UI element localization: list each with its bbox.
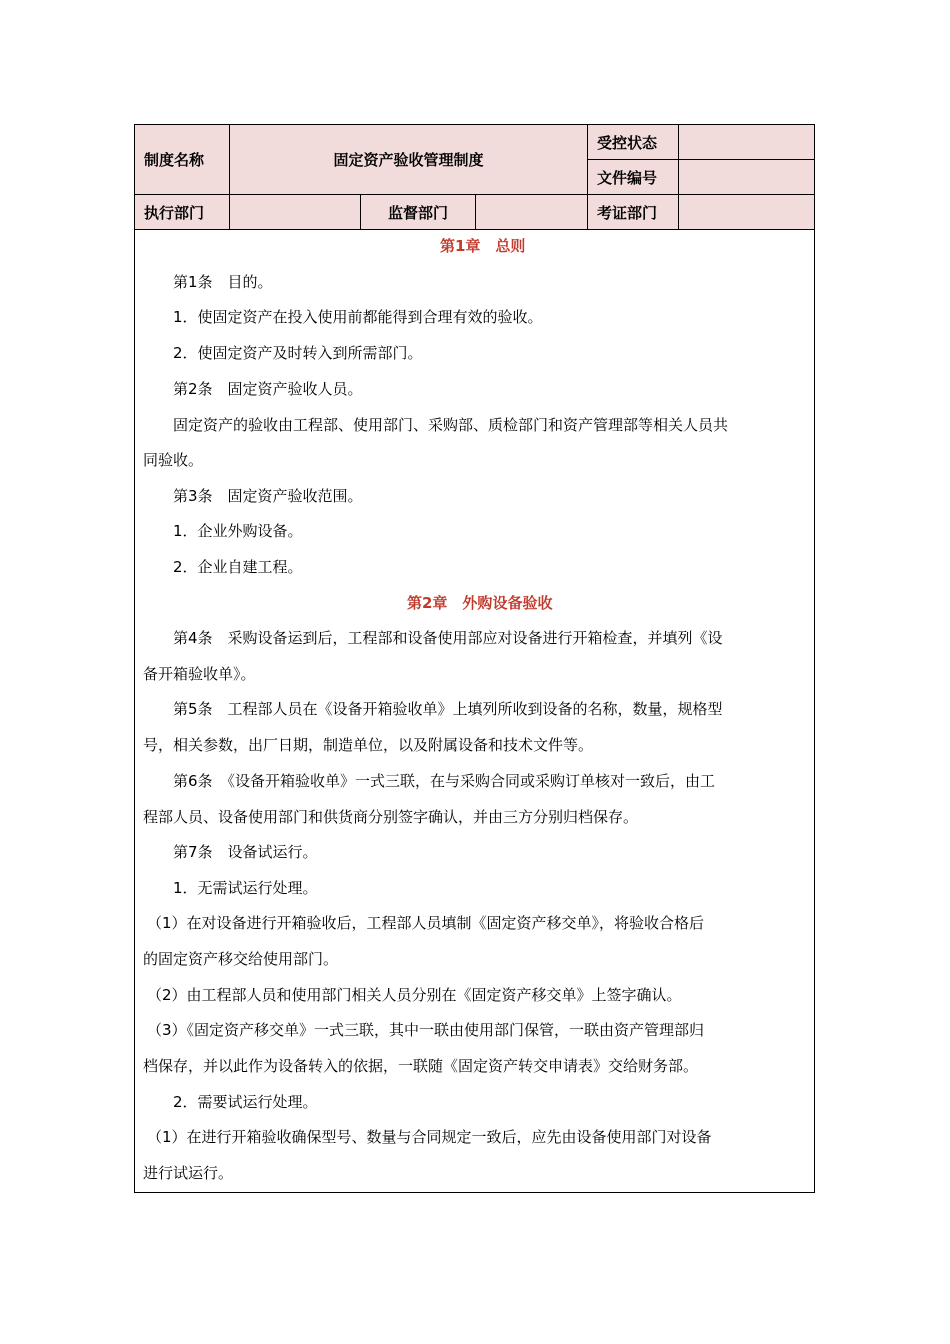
paragraph: 同验收。 <box>143 451 204 469</box>
exec-dept-value <box>230 195 361 230</box>
article-5: 第5条 工程部人员在《设备开箱验收单》上填列所收到设备的名称，数量，规格型 <box>173 700 723 718</box>
paragraph: 程部人员、设备使用部门和供货商分别签字确认，并由三方分别归档保存。 <box>143 808 639 826</box>
control-status-value <box>679 125 814 160</box>
audit-dept-value <box>679 195 814 230</box>
supervise-dept-label: 监督部门 <box>361 195 476 230</box>
control-status-label: 受控状态 <box>588 125 679 160</box>
article-7: 第7条 设备试运行。 <box>173 843 318 861</box>
article-3: 第3条 固定资产验收范围。 <box>173 487 363 505</box>
paragraph: （1）在对设备进行开箱验收后，工程部人员填制《固定资产移交单》，将验收合格后 <box>147 914 705 932</box>
paragraph: 2．需要试运行处理。 <box>173 1093 318 1111</box>
chapter-2-title: 第2章 外购设备验收 <box>407 594 553 612</box>
paragraph: 2．使固定资产及时转入到所需部门。 <box>173 344 423 362</box>
paragraph: （3）《固定资产移交单》一式三联，其中一联由使用部门保管，一联由资产管理部归 <box>147 1021 705 1039</box>
audit-dept-label: 考证部门 <box>588 195 679 230</box>
header-table <box>135 125 814 230</box>
supervise-dept-value <box>476 195 588 230</box>
doc-number-value <box>679 160 814 195</box>
article-6: 第6条 《设备开箱验收单》一式三联，在与采购合同或采购订单核对一致后，由工 <box>173 772 716 790</box>
paragraph: 的固定资产移交给使用部门。 <box>143 950 339 968</box>
article-2: 第2条 固定资产验收人员。 <box>173 380 363 398</box>
paragraph: 号，相关参数，出厂日期，制造单位，以及附属设备和技术文件等。 <box>143 736 594 754</box>
paragraph: 1．无需试运行处理。 <box>173 879 318 897</box>
paragraph: 1．使固定资产在投入使用前都能得到合理有效的验收。 <box>173 308 543 326</box>
exec-dept-label: 执行部门 <box>135 195 230 230</box>
article-4: 第4条 采购设备运到后，工程部和设备使用部应对设备进行开箱检查，并填列《设 <box>173 629 723 647</box>
paragraph: 档保存，并以此作为设备转入的依据，一联随《固定资产转交申请表》交给财务部。 <box>143 1057 699 1075</box>
name-label: 制度名称 <box>135 125 230 195</box>
paragraph: 固定资产的验收由工程部、使用部门、采购部、质检部门和资产管理部等相关人员共 <box>173 416 729 434</box>
document-form <box>134 124 815 1193</box>
paragraph: （2）由工程部人员和使用部门相关人员分别在《固定资产移交单》上签字确认。 <box>147 986 682 1004</box>
paragraph: 进行试运行。 <box>143 1164 234 1182</box>
name-value: 固定资产验收管理制度 <box>230 125 588 195</box>
article-1: 第1条 目的。 <box>173 273 273 291</box>
paragraph: 备开箱验收单》。 <box>143 665 256 683</box>
chapter-1-title: 第1章 总则 <box>440 237 526 255</box>
doc-number-label: 文件编号 <box>588 160 679 195</box>
paragraph: 2．企业自建工程。 <box>173 558 303 576</box>
paragraph: （1）在进行开箱验收确保型号、数量与合同规定一致后，应先由设备使用部门对设备 <box>147 1128 712 1146</box>
paragraph: 1．企业外购设备。 <box>173 522 303 540</box>
